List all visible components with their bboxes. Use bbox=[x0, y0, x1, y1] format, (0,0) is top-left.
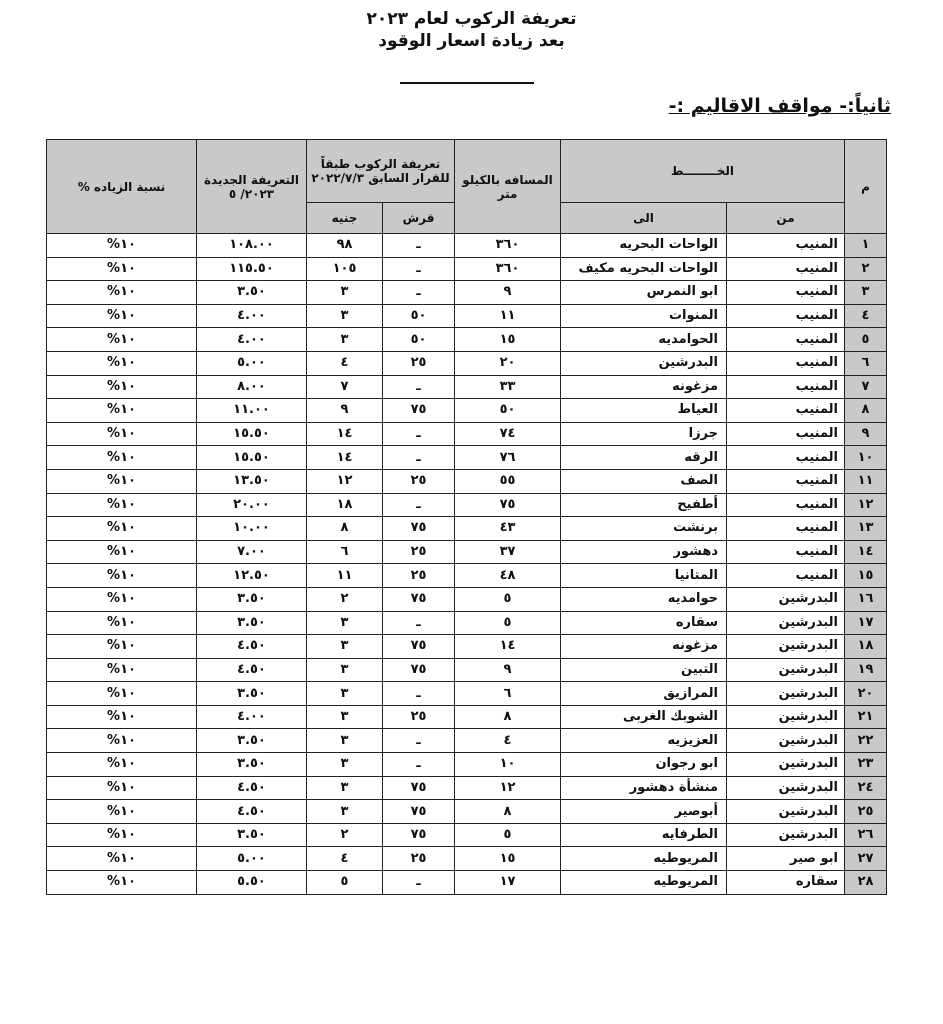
to-cell: البدرشين bbox=[561, 351, 727, 375]
table-row bbox=[47, 800, 887, 824]
row-number: ٢٣ bbox=[845, 753, 887, 777]
col-distance-header: المسافه بالكيلو متر bbox=[455, 140, 561, 234]
row-number: ٢٧ bbox=[845, 847, 887, 871]
new-fare-cell: ٣.٥٠ bbox=[197, 729, 307, 753]
from-cell: المنيب bbox=[727, 234, 845, 258]
row-number: ٢٢ bbox=[845, 729, 887, 753]
row-number: ٨ bbox=[845, 399, 887, 423]
piaster-cell: ـ bbox=[383, 422, 455, 446]
new-fare-cell: ٢٠.٠٠ bbox=[197, 493, 307, 517]
pound-cell: ٣ bbox=[307, 705, 383, 729]
row-number: ١٣ bbox=[845, 517, 887, 541]
new-fare-cell: ١١.٠٠ bbox=[197, 399, 307, 423]
increase-cell: ١٠% bbox=[47, 234, 197, 258]
new-fare-cell: ١٢.٥٠ bbox=[197, 564, 307, 588]
col-num-header: م bbox=[845, 140, 887, 234]
new-fare-cell: ٧.٠٠ bbox=[197, 540, 307, 564]
pound-cell: ٣ bbox=[307, 682, 383, 706]
to-cell: الرقه bbox=[561, 446, 727, 470]
from-cell: المنيب bbox=[727, 399, 845, 423]
to-cell: الصف bbox=[561, 469, 727, 493]
new-fare-cell: ٣.٥٠ bbox=[197, 823, 307, 847]
table-row bbox=[47, 257, 887, 281]
increase-cell: ١٠% bbox=[47, 399, 197, 423]
col-old-fare-header: تعريفة الركوب طبقاً للقرار السابق ٢٠٢٢/٧/٣ bbox=[307, 140, 455, 203]
distance-cell: ٣٣ bbox=[455, 375, 561, 399]
col-pound-header: جنيه bbox=[307, 203, 383, 234]
to-cell: المريوطيه bbox=[561, 871, 727, 895]
new-fare-cell: ١٥.٥٠ bbox=[197, 422, 307, 446]
to-cell: التبين bbox=[561, 658, 727, 682]
distance-cell: ٧٤ bbox=[455, 422, 561, 446]
increase-cell: ١٠% bbox=[47, 682, 197, 706]
distance-cell: ٣٧ bbox=[455, 540, 561, 564]
to-cell: منشأة دهشور bbox=[561, 776, 727, 800]
from-cell: البدرشين bbox=[727, 635, 845, 659]
new-fare-cell: ٤.٠٠ bbox=[197, 304, 307, 328]
pound-cell: ٣ bbox=[307, 800, 383, 824]
pound-cell: ١٤ bbox=[307, 446, 383, 470]
from-cell: البدرشين bbox=[727, 753, 845, 777]
table-row bbox=[47, 753, 887, 777]
from-cell: المنيب bbox=[727, 422, 845, 446]
distance-cell: ٥ bbox=[455, 823, 561, 847]
new-fare-cell: ٣.٥٠ bbox=[197, 611, 307, 635]
pound-cell: ١١ bbox=[307, 564, 383, 588]
from-cell: المنيب bbox=[727, 446, 845, 470]
pound-cell: ٥ bbox=[307, 871, 383, 895]
increase-cell: ١٠% bbox=[47, 871, 197, 895]
distance-cell: ١٠ bbox=[455, 753, 561, 777]
increase-cell: ١٠% bbox=[47, 564, 197, 588]
increase-cell: ١٠% bbox=[47, 375, 197, 399]
increase-cell: ١٠% bbox=[47, 823, 197, 847]
piaster-cell: ٧٥ bbox=[383, 517, 455, 541]
new-fare-cell: ١٠٨.٠٠ bbox=[197, 234, 307, 258]
from-cell: المنيب bbox=[727, 517, 845, 541]
piaster-cell: ٧٥ bbox=[383, 800, 455, 824]
piaster-cell: ٧٥ bbox=[383, 658, 455, 682]
pound-cell: ٣ bbox=[307, 729, 383, 753]
from-cell: المنيب bbox=[727, 540, 845, 564]
row-number: ٩ bbox=[845, 422, 887, 446]
table-row bbox=[47, 871, 887, 895]
piaster-cell: ٧٥ bbox=[383, 776, 455, 800]
to-cell: ابو رجوان bbox=[561, 753, 727, 777]
table-row bbox=[47, 375, 887, 399]
piaster-cell: ٧٥ bbox=[383, 399, 455, 423]
document-header bbox=[0, 8, 943, 52]
piaster-cell: ٢٥ bbox=[383, 351, 455, 375]
to-cell: المرازيق bbox=[561, 682, 727, 706]
table-row bbox=[47, 304, 887, 328]
table-row bbox=[47, 422, 887, 446]
from-cell: البدرشين bbox=[727, 823, 845, 847]
to-cell: العزيزيه bbox=[561, 729, 727, 753]
distance-cell: ٧٦ bbox=[455, 446, 561, 470]
new-fare-cell: ٥.٠٠ bbox=[197, 847, 307, 871]
row-number: ٢٥ bbox=[845, 800, 887, 824]
piaster-cell: ٧٥ bbox=[383, 587, 455, 611]
table-row bbox=[47, 658, 887, 682]
row-number: ٤ bbox=[845, 304, 887, 328]
from-cell: المنيب bbox=[727, 257, 845, 281]
row-number: ٢٦ bbox=[845, 823, 887, 847]
table-row bbox=[47, 469, 887, 493]
distance-cell: ٩ bbox=[455, 658, 561, 682]
increase-cell: ١٠% bbox=[47, 658, 197, 682]
increase-cell: ١٠% bbox=[47, 729, 197, 753]
increase-cell: ١٠% bbox=[47, 705, 197, 729]
to-cell: الطرفايه bbox=[561, 823, 727, 847]
from-cell: المنيب bbox=[727, 564, 845, 588]
row-number: ١٥ bbox=[845, 564, 887, 588]
to-cell: الشوبك الغربى bbox=[561, 705, 727, 729]
to-cell: المريوطيه bbox=[561, 847, 727, 871]
pound-cell: ٣ bbox=[307, 658, 383, 682]
distance-cell: ٣٦٠ bbox=[455, 257, 561, 281]
piaster-cell: ـ bbox=[383, 234, 455, 258]
pound-cell: ٩٨ bbox=[307, 234, 383, 258]
table-row bbox=[47, 682, 887, 706]
pound-cell: ٩ bbox=[307, 399, 383, 423]
distance-cell: ١٢ bbox=[455, 776, 561, 800]
table-row bbox=[47, 351, 887, 375]
pound-cell: ٣ bbox=[307, 304, 383, 328]
distance-cell: ٧٥ bbox=[455, 493, 561, 517]
increase-cell: ١٠% bbox=[47, 257, 197, 281]
row-number: ١١ bbox=[845, 469, 887, 493]
new-fare-cell: ١٥.٥٠ bbox=[197, 446, 307, 470]
to-cell: سقاره bbox=[561, 611, 727, 635]
from-cell: البدرشين bbox=[727, 705, 845, 729]
pound-cell: ٣ bbox=[307, 776, 383, 800]
new-fare-cell: ٤.٥٠ bbox=[197, 635, 307, 659]
from-cell: البدرشين bbox=[727, 776, 845, 800]
row-number: ٦ bbox=[845, 351, 887, 375]
table-row bbox=[47, 635, 887, 659]
increase-cell: ١٠% bbox=[47, 540, 197, 564]
increase-cell: ١٠% bbox=[47, 304, 197, 328]
to-cell: الواحات البحريه bbox=[561, 234, 727, 258]
pound-cell: ٤ bbox=[307, 351, 383, 375]
piaster-cell: ٥٠ bbox=[383, 304, 455, 328]
piaster-cell: ٢٥ bbox=[383, 540, 455, 564]
distance-cell: ٨ bbox=[455, 800, 561, 824]
piaster-cell: ـ bbox=[383, 446, 455, 470]
row-number: ١٦ bbox=[845, 587, 887, 611]
title-underline bbox=[400, 82, 534, 84]
col-from-header: من bbox=[727, 203, 845, 234]
table-row bbox=[47, 587, 887, 611]
table-row bbox=[47, 611, 887, 635]
piaster-cell: ـ bbox=[383, 729, 455, 753]
row-number: ١٨ bbox=[845, 635, 887, 659]
pound-cell: ١٢ bbox=[307, 469, 383, 493]
new-fare-cell: ٣.٥٠ bbox=[197, 753, 307, 777]
table-row bbox=[47, 328, 887, 352]
row-number: ١٧ bbox=[845, 611, 887, 635]
to-cell: حوامديه bbox=[561, 587, 727, 611]
row-number: ١٤ bbox=[845, 540, 887, 564]
pound-cell: ٦ bbox=[307, 540, 383, 564]
fare-table bbox=[46, 139, 887, 895]
piaster-cell: ٧٥ bbox=[383, 635, 455, 659]
distance-cell: ٥٥ bbox=[455, 469, 561, 493]
table-row bbox=[47, 540, 887, 564]
section-title: ثانياً:- مواقف الاقاليم :- bbox=[668, 95, 891, 117]
new-fare-cell: ٤.٠٠ bbox=[197, 705, 307, 729]
new-fare-cell: ٣.٥٠ bbox=[197, 281, 307, 305]
new-fare-cell: ٤.٥٠ bbox=[197, 658, 307, 682]
row-number: ٣ bbox=[845, 281, 887, 305]
pound-cell: ٧ bbox=[307, 375, 383, 399]
pound-cell: ٣ bbox=[307, 753, 383, 777]
pound-cell: ١٠٥ bbox=[307, 257, 383, 281]
row-number: ٥ bbox=[845, 328, 887, 352]
new-fare-cell: ٥.٥٠ bbox=[197, 871, 307, 895]
distance-cell: ٥ bbox=[455, 611, 561, 635]
piaster-cell: ٢٥ bbox=[383, 705, 455, 729]
pound-cell: ٨ bbox=[307, 517, 383, 541]
to-cell: المتانيا bbox=[561, 564, 727, 588]
row-number: ١٩ bbox=[845, 658, 887, 682]
piaster-cell: ـ bbox=[383, 871, 455, 895]
increase-cell: ١٠% bbox=[47, 422, 197, 446]
pound-cell: ٢ bbox=[307, 823, 383, 847]
increase-cell: ١٠% bbox=[47, 351, 197, 375]
from-cell: سقاره bbox=[727, 871, 845, 895]
to-cell: أطفيح bbox=[561, 493, 727, 517]
piaster-cell: ٧٥ bbox=[383, 823, 455, 847]
pound-cell: ٣ bbox=[307, 611, 383, 635]
row-number: ٢١ bbox=[845, 705, 887, 729]
new-fare-cell: ٣.٥٠ bbox=[197, 587, 307, 611]
pound-cell: ١٤ bbox=[307, 422, 383, 446]
distance-cell: ١١ bbox=[455, 304, 561, 328]
increase-cell: ١٠% bbox=[47, 635, 197, 659]
new-fare-cell: ٣.٥٠ bbox=[197, 682, 307, 706]
distance-cell: ١٥ bbox=[455, 847, 561, 871]
table-row bbox=[47, 234, 887, 258]
from-cell: البدرشين bbox=[727, 682, 845, 706]
piaster-cell: ٢٥ bbox=[383, 847, 455, 871]
table-row bbox=[47, 823, 887, 847]
distance-cell: ٦ bbox=[455, 682, 561, 706]
row-number: ٢٤ bbox=[845, 776, 887, 800]
row-number: ٧ bbox=[845, 375, 887, 399]
increase-cell: ١٠% bbox=[47, 281, 197, 305]
to-cell: أبوصير bbox=[561, 800, 727, 824]
col-piaster-header: قرش bbox=[383, 203, 455, 234]
to-cell: العياط bbox=[561, 399, 727, 423]
piaster-cell: ٥٠ bbox=[383, 328, 455, 352]
pound-cell: ٣ bbox=[307, 328, 383, 352]
from-cell: البدرشين bbox=[727, 800, 845, 824]
piaster-cell: ـ bbox=[383, 682, 455, 706]
from-cell: ابو صير bbox=[727, 847, 845, 871]
distance-cell: ١٧ bbox=[455, 871, 561, 895]
distance-cell: ٤ bbox=[455, 729, 561, 753]
increase-cell: ١٠% bbox=[47, 493, 197, 517]
from-cell: المنيب bbox=[727, 493, 845, 517]
increase-cell: ١٠% bbox=[47, 446, 197, 470]
document-subtitle: بعد زيادة اسعار الوقود bbox=[378, 31, 565, 51]
piaster-cell: ـ bbox=[383, 375, 455, 399]
pound-cell: ٢ bbox=[307, 587, 383, 611]
new-fare-cell: ١٣.٥٠ bbox=[197, 469, 307, 493]
increase-cell: ١٠% bbox=[47, 328, 197, 352]
distance-cell: ٢٠ bbox=[455, 351, 561, 375]
from-cell: البدرشين bbox=[727, 587, 845, 611]
piaster-cell: ٢٥ bbox=[383, 564, 455, 588]
row-number: ٢٠ bbox=[845, 682, 887, 706]
increase-cell: ١٠% bbox=[47, 800, 197, 824]
table-row bbox=[47, 564, 887, 588]
new-fare-cell: ١١٥.٥٠ bbox=[197, 257, 307, 281]
pound-cell: ٣ bbox=[307, 635, 383, 659]
table-row bbox=[47, 446, 887, 470]
from-cell: المنيب bbox=[727, 351, 845, 375]
to-cell: مزغونه bbox=[561, 635, 727, 659]
distance-cell: ١٤ bbox=[455, 635, 561, 659]
increase-cell: ١٠% bbox=[47, 753, 197, 777]
col-to-header: الى bbox=[561, 203, 727, 234]
distance-cell: ٥٠ bbox=[455, 399, 561, 423]
piaster-cell: ـ bbox=[383, 493, 455, 517]
from-cell: المنيب bbox=[727, 469, 845, 493]
row-number: ٢ bbox=[845, 257, 887, 281]
table-row bbox=[47, 776, 887, 800]
new-fare-cell: ١٠.٠٠ bbox=[197, 517, 307, 541]
distance-cell: ٤٣ bbox=[455, 517, 561, 541]
new-fare-cell: ٤.٥٠ bbox=[197, 776, 307, 800]
row-number: ١٠ bbox=[845, 446, 887, 470]
piaster-cell: ـ bbox=[383, 753, 455, 777]
from-cell: البدرشين bbox=[727, 658, 845, 682]
row-number: ١٢ bbox=[845, 493, 887, 517]
piaster-cell: ـ bbox=[383, 257, 455, 281]
to-cell: الواحات البحريه مكيف bbox=[561, 257, 727, 281]
distance-cell: ٩ bbox=[455, 281, 561, 305]
from-cell: المنيب bbox=[727, 375, 845, 399]
pound-cell: ١٨ bbox=[307, 493, 383, 517]
to-cell: برنشت bbox=[561, 517, 727, 541]
table-row bbox=[47, 847, 887, 871]
pound-cell: ٣ bbox=[307, 281, 383, 305]
distance-cell: ٨ bbox=[455, 705, 561, 729]
from-cell: المنيب bbox=[727, 328, 845, 352]
fare-rows bbox=[47, 234, 887, 895]
table-row bbox=[47, 705, 887, 729]
new-fare-cell: ٤.٥٠ bbox=[197, 800, 307, 824]
row-number: ٢٨ bbox=[845, 871, 887, 895]
to-cell: الحوامديه bbox=[561, 328, 727, 352]
to-cell: جرزا bbox=[561, 422, 727, 446]
from-cell: المنيب bbox=[727, 281, 845, 305]
from-cell: البدرشين bbox=[727, 729, 845, 753]
table-row bbox=[47, 281, 887, 305]
table-row bbox=[47, 399, 887, 423]
table-row bbox=[47, 517, 887, 541]
increase-cell: ١٠% bbox=[47, 611, 197, 635]
distance-cell: ١٥ bbox=[455, 328, 561, 352]
from-cell: البدرشين bbox=[727, 611, 845, 635]
pound-cell: ٤ bbox=[307, 847, 383, 871]
distance-cell: ٥ bbox=[455, 587, 561, 611]
new-fare-cell: ٥.٠٠ bbox=[197, 351, 307, 375]
to-cell: المنوات bbox=[561, 304, 727, 328]
document-title: تعريفة الركوب لعام ٢٠٢٣ bbox=[366, 9, 577, 29]
distance-cell: ٣٦٠ bbox=[455, 234, 561, 258]
col-new-fare-header: التعريفة الجديدة ٢٠٢٣/ ٥ bbox=[197, 140, 307, 234]
to-cell: دهشور bbox=[561, 540, 727, 564]
new-fare-cell: ٤.٠٠ bbox=[197, 328, 307, 352]
row-number: ١ bbox=[845, 234, 887, 258]
col-increase-header: نسبة الزياده % bbox=[47, 140, 197, 234]
distance-cell: ٤٨ bbox=[455, 564, 561, 588]
piaster-cell: ـ bbox=[383, 611, 455, 635]
new-fare-cell: ٨.٠٠ bbox=[197, 375, 307, 399]
to-cell: ابو النمرس bbox=[561, 281, 727, 305]
piaster-cell: ٢٥ bbox=[383, 469, 455, 493]
table-row bbox=[47, 493, 887, 517]
to-cell: مزغونه bbox=[561, 375, 727, 399]
increase-cell: ١٠% bbox=[47, 776, 197, 800]
piaster-cell: ـ bbox=[383, 281, 455, 305]
from-cell: المنيب bbox=[727, 304, 845, 328]
increase-cell: ١٠% bbox=[47, 587, 197, 611]
increase-cell: ١٠% bbox=[47, 517, 197, 541]
increase-cell: ١٠% bbox=[47, 469, 197, 493]
increase-cell: ١٠% bbox=[47, 847, 197, 871]
table-row bbox=[47, 729, 887, 753]
col-route-header: الخــــــــط bbox=[561, 140, 845, 203]
